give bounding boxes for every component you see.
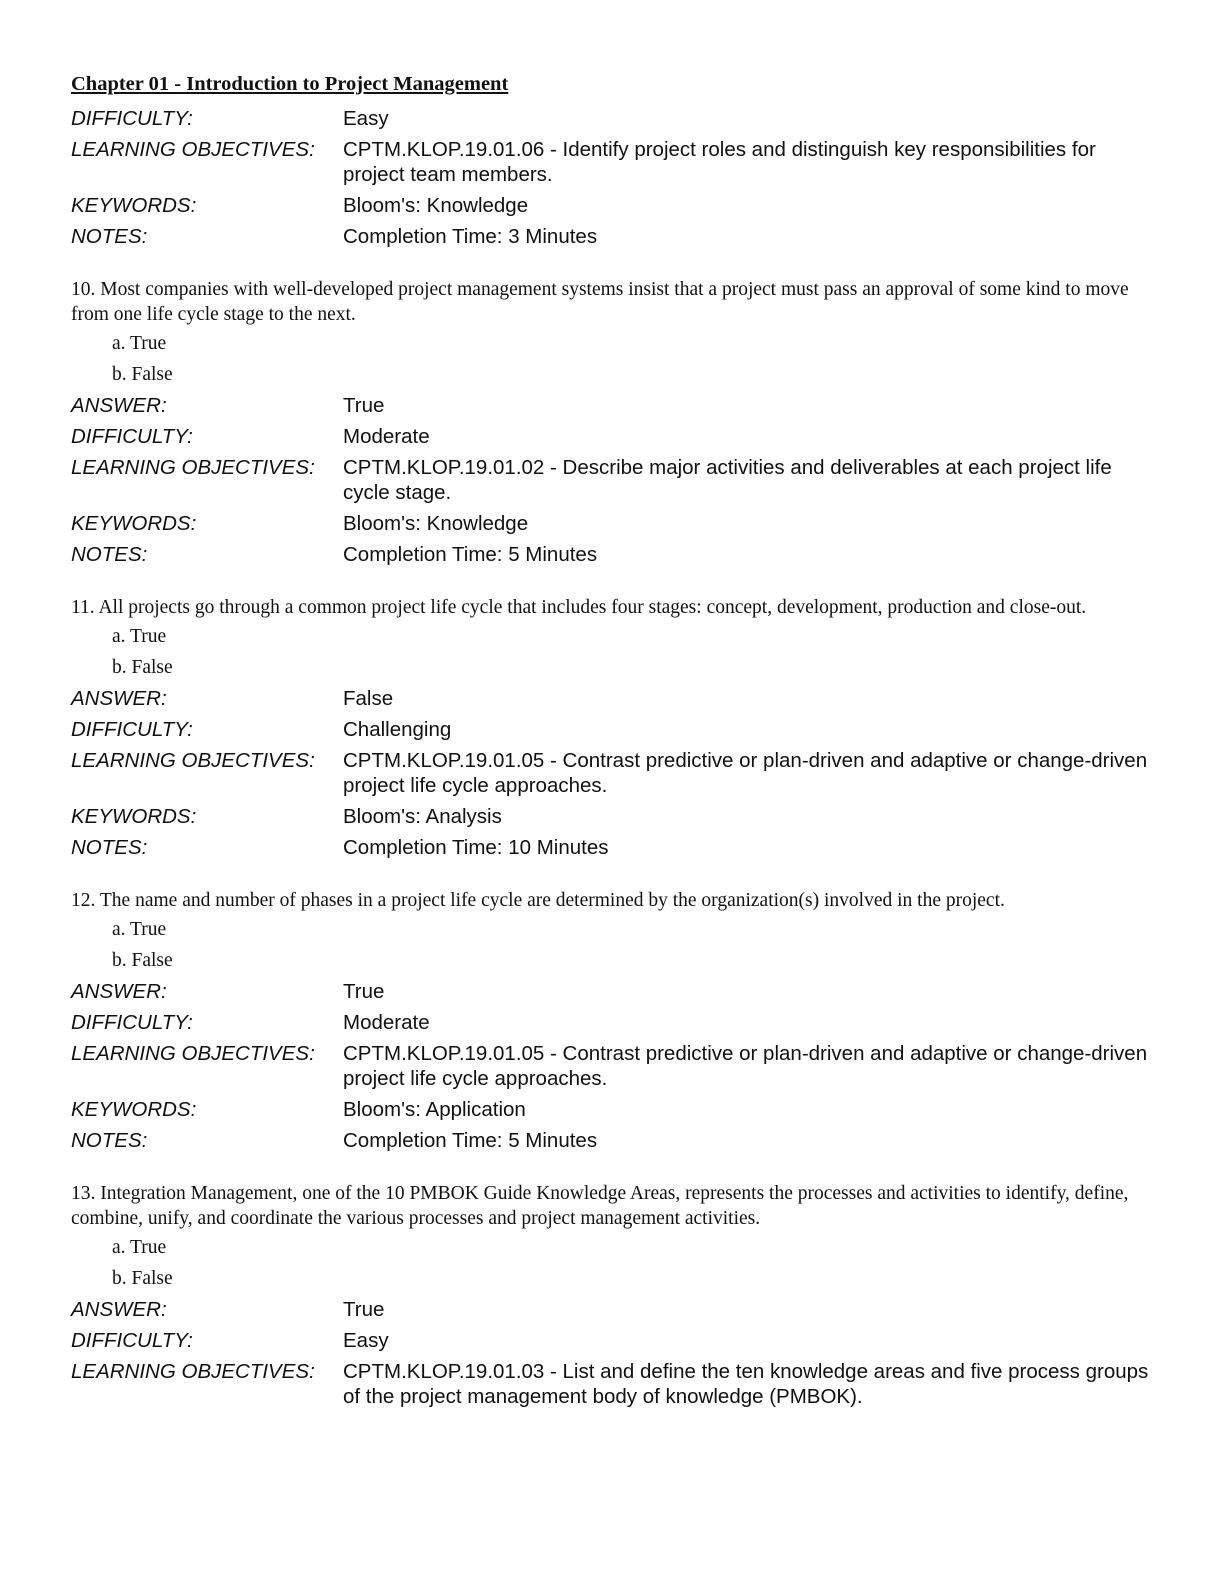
meta-objectives — [71, 748, 1161, 798]
meta-notes — [71, 224, 1161, 249]
document-page — [71, 70, 1161, 1415]
chapter-title: Chapter 01 - Introduction to Project Management — [71, 73, 509, 95]
meta-notes — [71, 542, 1161, 567]
meta-value: CPTM.KLOP.19.01.05 - Contrast predictive or plan-driven and adaptive or change-driven project life cycle approaches. — [343, 749, 1148, 797]
meta-label: ANSWER: — [71, 980, 167, 1003]
meta-label: LEARNING OBJECTIVES: — [71, 456, 315, 479]
meta-objectives — [71, 1359, 1161, 1409]
question-text: 10. Most companies with well-developed project management systems insist that a project must pass an approval of some kind to move from one life cycle stage to the next. — [71, 279, 1129, 325]
meta-label: ANSWER: — [71, 394, 167, 417]
meta-keywords — [71, 1097, 1161, 1122]
meta-value: CPTM.KLOP.19.01.05 - Contrast predictive or plan-driven and adaptive or change-driven project life cycle approaches. — [343, 1042, 1148, 1090]
meta-label: KEYWORDS: — [71, 194, 197, 217]
meta-label: ANSWER: — [71, 1298, 167, 1321]
meta-label: LEARNING OBJECTIVES: — [71, 1042, 315, 1065]
meta-value: Bloom's: Analysis — [343, 805, 502, 828]
meta-label: DIFFICULTY: — [71, 718, 193, 741]
meta-value: Bloom's: Knowledge — [343, 194, 529, 217]
meta-difficulty — [71, 1010, 1161, 1035]
meta-value: Easy — [343, 107, 389, 130]
question-13 — [71, 1181, 1161, 1409]
meta-answer — [71, 1297, 1161, 1322]
meta-label: KEYWORDS: — [71, 512, 197, 535]
meta-keywords — [71, 511, 1161, 536]
meta-label: LEARNING OBJECTIVES: — [71, 749, 315, 772]
meta-objectives — [71, 137, 1161, 187]
meta-value: Completion Time: 5 Minutes — [343, 1129, 598, 1152]
meta-value: Moderate — [343, 1011, 430, 1034]
choice-true: a. True — [112, 919, 167, 940]
meta-label: KEYWORDS: — [71, 1098, 197, 1121]
meta-value: Completion Time: 5 Minutes — [343, 543, 598, 566]
choice-false: b. False — [112, 657, 173, 678]
meta-value: Completion Time: 10 Minutes — [343, 836, 609, 859]
meta-value: Moderate — [343, 425, 430, 448]
meta-value: False — [343, 687, 394, 710]
question-12 — [71, 888, 1161, 1153]
meta-label: KEYWORDS: — [71, 805, 197, 828]
meta-label: ANSWER: — [71, 687, 167, 710]
choice-true: a. True — [112, 1237, 167, 1258]
meta-keywords — [71, 804, 1161, 829]
choice-false: b. False — [112, 1268, 173, 1289]
metadata-block-previous — [71, 106, 1161, 249]
choice-false: b. False — [112, 950, 173, 971]
choice-true: a. True — [112, 626, 167, 647]
question-10 — [71, 277, 1161, 567]
meta-value: Bloom's: Knowledge — [343, 512, 529, 535]
question-text: 12. The name and number of phases in a project life cycle are determined by the organization(s) involved in the project. — [71, 890, 1005, 911]
meta-value: CPTM.KLOP.19.01.02 - Describe major activities and deliverables at each project life cycle stage. — [343, 456, 1112, 504]
question-11 — [71, 595, 1161, 860]
meta-value: Challenging — [343, 718, 452, 741]
meta-value: True — [343, 980, 385, 1003]
meta-value: True — [343, 1298, 385, 1321]
meta-label: DIFFICULTY: — [71, 1011, 193, 1034]
question-text: 13. Integration Management, one of the 10 PMBOK Guide Knowledge Areas, represents the processes and activities to identify, define, combine, unify, and coordinate the various processes and project management activities. — [71, 1183, 1129, 1229]
meta-label: NOTES: — [71, 225, 148, 248]
choice-true: a. True — [112, 333, 167, 354]
question-text: 11. All projects go through a common project life cycle that includes four stages: concept, development, production and close-out. — [71, 597, 1087, 618]
meta-keywords — [71, 193, 1161, 218]
meta-label: DIFFICULTY: — [71, 1329, 193, 1352]
meta-difficulty — [71, 717, 1161, 742]
meta-objectives — [71, 1041, 1161, 1091]
meta-difficulty — [71, 106, 1161, 131]
meta-notes — [71, 1128, 1161, 1153]
meta-notes — [71, 835, 1161, 860]
meta-value: True — [343, 394, 385, 417]
meta-label: NOTES: — [71, 836, 148, 859]
meta-label: DIFFICULTY: — [71, 425, 193, 448]
meta-answer — [71, 393, 1161, 418]
meta-label: LEARNING OBJECTIVES: — [71, 138, 315, 161]
meta-answer — [71, 979, 1161, 1004]
meta-label: LEARNING OBJECTIVES: — [71, 1360, 315, 1383]
meta-objectives — [71, 455, 1161, 505]
meta-value: Bloom's: Application — [343, 1098, 526, 1121]
meta-answer — [71, 686, 1161, 711]
meta-label: NOTES: — [71, 543, 148, 566]
choice-false: b. False — [112, 364, 173, 385]
meta-value: CPTM.KLOP.19.01.06 - Identify project roles and distinguish key responsibilities for project team members. — [343, 138, 1096, 186]
meta-label: DIFFICULTY: — [71, 107, 193, 130]
meta-value: Completion Time: 3 Minutes — [343, 225, 598, 248]
meta-value: Easy — [343, 1329, 389, 1352]
meta-difficulty — [71, 424, 1161, 449]
meta-difficulty — [71, 1328, 1161, 1353]
meta-value: CPTM.KLOP.19.01.03 - List and define the ten knowledge areas and five process groups of the project management body of knowledge (PMBOK). — [343, 1360, 1149, 1408]
meta-label: NOTES: — [71, 1129, 148, 1152]
